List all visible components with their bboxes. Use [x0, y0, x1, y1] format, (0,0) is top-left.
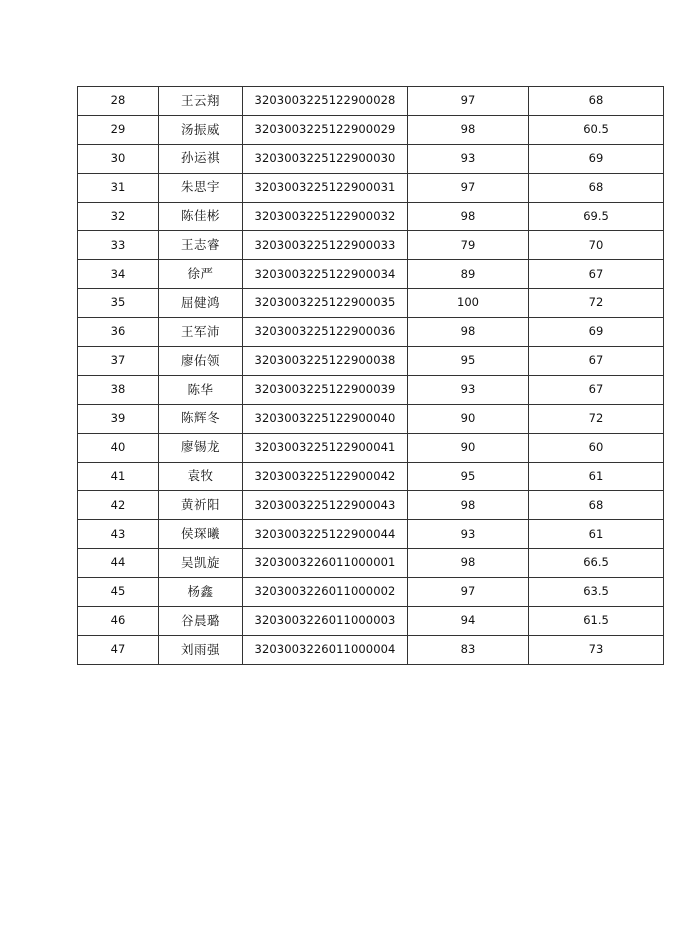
table-row — [78, 87, 664, 116]
table-row — [78, 635, 664, 664]
row-number-cell: 45 — [78, 578, 159, 607]
score2-cell: 63.5 — [529, 578, 664, 607]
score1-cell: 93 — [408, 520, 529, 549]
table-row — [78, 491, 664, 520]
name-cell: 廖佑领 — [159, 347, 243, 376]
name-cell: 王志睿 — [159, 231, 243, 260]
row-number-cell: 41 — [78, 462, 159, 491]
table-row — [78, 144, 664, 173]
table-row — [78, 404, 664, 433]
score2-cell: 60 — [529, 433, 664, 462]
table-row — [78, 173, 664, 202]
score2-cell: 68 — [529, 491, 664, 520]
table-row — [78, 289, 664, 318]
score2-cell: 67 — [529, 375, 664, 404]
row-number-cell: 34 — [78, 260, 159, 289]
name-cell: 廖锡龙 — [159, 433, 243, 462]
id-number-cell: 3203003225122900040 — [243, 404, 408, 433]
score1-cell: 95 — [408, 347, 529, 376]
id-number-cell: 3203003226011000002 — [243, 578, 408, 607]
name-cell: 刘雨强 — [159, 635, 243, 664]
id-number-cell: 3203003225122900031 — [243, 173, 408, 202]
row-number-cell: 42 — [78, 491, 159, 520]
row-number-cell: 44 — [78, 549, 159, 578]
name-cell: 陈华 — [159, 375, 243, 404]
score2-cell: 68 — [529, 173, 664, 202]
score-table — [77, 86, 664, 665]
score1-cell: 93 — [408, 144, 529, 173]
id-number-cell: 3203003225122900036 — [243, 318, 408, 347]
score2-cell: 73 — [529, 635, 664, 664]
id-number-cell: 3203003225122900034 — [243, 260, 408, 289]
row-number-cell: 32 — [78, 202, 159, 231]
score1-cell: 94 — [408, 607, 529, 636]
table-row — [78, 231, 664, 260]
score1-cell: 83 — [408, 635, 529, 664]
row-number-cell: 36 — [78, 318, 159, 347]
score1-cell: 97 — [408, 173, 529, 202]
table-row — [78, 433, 664, 462]
id-number-cell: 3203003225122900041 — [243, 433, 408, 462]
name-cell: 朱思宇 — [159, 173, 243, 202]
row-number-cell: 29 — [78, 115, 159, 144]
name-cell: 陈辉冬 — [159, 404, 243, 433]
table-row — [78, 549, 664, 578]
score1-cell: 79 — [408, 231, 529, 260]
id-number-cell: 3203003225122900038 — [243, 347, 408, 376]
score1-cell: 100 — [408, 289, 529, 318]
name-cell: 杨鑫 — [159, 578, 243, 607]
score2-cell: 69 — [529, 318, 664, 347]
name-cell: 徐严 — [159, 260, 243, 289]
score1-cell: 98 — [408, 115, 529, 144]
table-row — [78, 607, 664, 636]
name-cell: 陈佳彬 — [159, 202, 243, 231]
id-number-cell: 3203003225122900043 — [243, 491, 408, 520]
score1-cell: 90 — [408, 404, 529, 433]
score1-cell: 93 — [408, 375, 529, 404]
id-number-cell: 3203003225122900030 — [243, 144, 408, 173]
score2-cell: 61.5 — [529, 607, 664, 636]
score2-cell: 69 — [529, 144, 664, 173]
score1-cell: 95 — [408, 462, 529, 491]
name-cell: 袁牧 — [159, 462, 243, 491]
score1-cell: 97 — [408, 578, 529, 607]
score2-cell: 66.5 — [529, 549, 664, 578]
row-number-cell: 46 — [78, 607, 159, 636]
id-number-cell: 3203003225122900042 — [243, 462, 408, 491]
score1-cell: 89 — [408, 260, 529, 289]
id-number-cell: 3203003226011000004 — [243, 635, 408, 664]
id-number-cell: 3203003226011000001 — [243, 549, 408, 578]
name-cell: 汤振威 — [159, 115, 243, 144]
id-number-cell: 3203003225122900044 — [243, 520, 408, 549]
table-row — [78, 202, 664, 231]
row-number-cell: 31 — [78, 173, 159, 202]
table-row — [78, 462, 664, 491]
table-row — [78, 578, 664, 607]
score2-cell: 60.5 — [529, 115, 664, 144]
score1-cell: 98 — [408, 202, 529, 231]
id-number-cell: 3203003225122900035 — [243, 289, 408, 318]
table-row — [78, 347, 664, 376]
score2-cell: 72 — [529, 404, 664, 433]
id-number-cell: 3203003226011000003 — [243, 607, 408, 636]
row-number-cell: 47 — [78, 635, 159, 664]
table-row — [78, 260, 664, 289]
row-number-cell: 33 — [78, 231, 159, 260]
score1-cell: 97 — [408, 87, 529, 116]
score1-cell: 90 — [408, 433, 529, 462]
row-number-cell: 35 — [78, 289, 159, 318]
table-row — [78, 318, 664, 347]
row-number-cell: 43 — [78, 520, 159, 549]
id-number-cell: 3203003225122900032 — [243, 202, 408, 231]
score2-cell: 61 — [529, 462, 664, 491]
score2-cell: 68 — [529, 87, 664, 116]
name-cell: 吴凯旋 — [159, 549, 243, 578]
score-table-body — [78, 87, 664, 665]
name-cell: 孙运祺 — [159, 144, 243, 173]
score2-cell: 72 — [529, 289, 664, 318]
name-cell: 王云翔 — [159, 87, 243, 116]
id-number-cell: 3203003225122900039 — [243, 375, 408, 404]
name-cell: 屈健鸿 — [159, 289, 243, 318]
score1-cell: 98 — [408, 549, 529, 578]
table-row — [78, 520, 664, 549]
row-number-cell: 40 — [78, 433, 159, 462]
score2-cell: 69.5 — [529, 202, 664, 231]
name-cell: 王军沛 — [159, 318, 243, 347]
table-row — [78, 115, 664, 144]
name-cell: 谷晨璐 — [159, 607, 243, 636]
id-number-cell: 3203003225122900028 — [243, 87, 408, 116]
score2-cell: 70 — [529, 231, 664, 260]
score2-cell: 67 — [529, 347, 664, 376]
row-number-cell: 28 — [78, 87, 159, 116]
table-row — [78, 375, 664, 404]
score2-cell: 67 — [529, 260, 664, 289]
row-number-cell: 39 — [78, 404, 159, 433]
score1-cell: 98 — [408, 318, 529, 347]
row-number-cell: 38 — [78, 375, 159, 404]
score1-cell: 98 — [408, 491, 529, 520]
name-cell: 黄祈阳 — [159, 491, 243, 520]
id-number-cell: 3203003225122900033 — [243, 231, 408, 260]
id-number-cell: 3203003225122900029 — [243, 115, 408, 144]
name-cell: 侯琛曦 — [159, 520, 243, 549]
row-number-cell: 30 — [78, 144, 159, 173]
score2-cell: 61 — [529, 520, 664, 549]
row-number-cell: 37 — [78, 347, 159, 376]
